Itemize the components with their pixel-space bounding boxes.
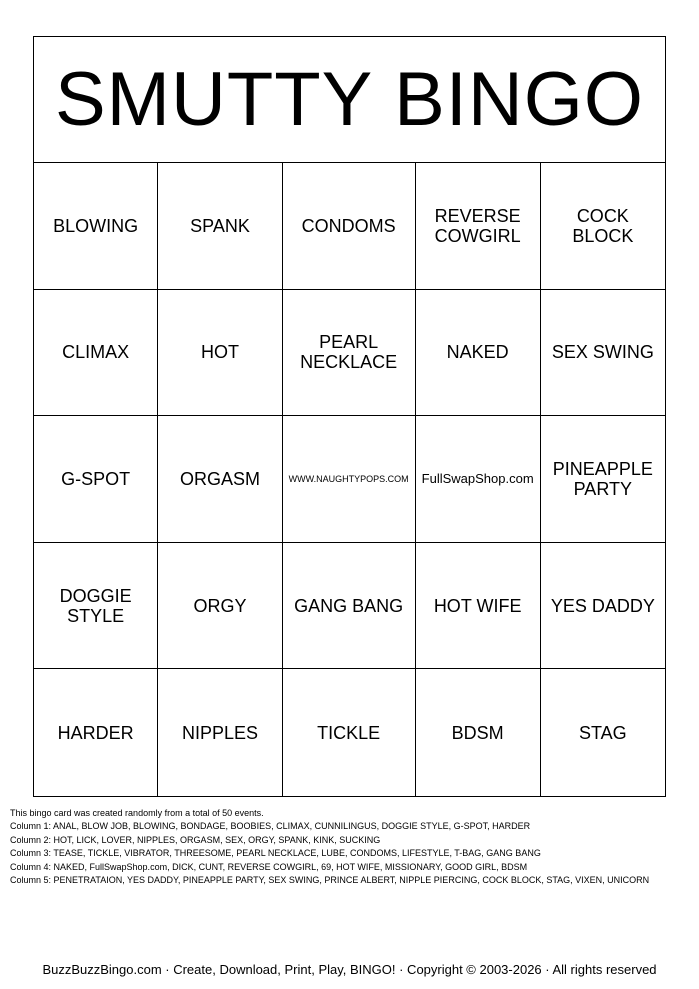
info-column-list: Column 2: HOT, LICK, LOVER, NIPPLES, ORGASM, SEX, ORGY, SPANK, KINK, SUCKING [10,834,381,845]
bingo-cell: SEX SWING [541,290,665,417]
bingo-cell: SPANK [158,163,282,290]
bingo-cell: STAG [578,722,627,743]
bingo-cell: PEARL NECKLACE [283,290,416,417]
bingo-cell: NAKED [416,290,541,417]
bingo-cell: BDSM [416,669,541,796]
bingo-cell: REVERSE COWGIRL [416,163,541,290]
bingo-cell: GANG BANG [283,543,416,670]
info-intro: This bingo card was created randomly from a total of 50 events. [10,808,264,818]
info-column-list: Column 4: NAKED, FullSwapShop.com, DICK, CUNT, REVERSE COWGIRL, 69, HOT WIFE, MISSIONARY, GOOD GIRL, BDSM [10,861,528,872]
bingo-cell: PINEAPPLE PARTY [541,416,665,543]
card-title: SMUTTY BINGO [34,37,665,163]
bingo-cell-free-space: WWW.NAUGHTYPOPS.COM [283,416,416,543]
bingo-cell: HARDER [34,669,158,796]
bingo-cell: YES DADDY [541,543,665,670]
bingo-cell: ORGY [158,543,282,670]
bingo-cell: CLIMAX [34,290,158,417]
info-column-list: Column 3: TEASE, TICKLE, VIBRATOR, THREESOME, PEARL NECKLACE, LUBE, CONDOMS, LIFESTYLE, T-BAG, GANG BANG [10,848,541,859]
bingo-cell: COCK BLOCK [541,163,665,290]
bingo-cell: TICKLE [283,669,416,796]
bingo-cell: G-SPOT [34,416,158,543]
bingo-cell: NIPPLES [158,669,282,796]
bingo-grid [34,163,665,796]
bingo-cell: DOGGIE STYLE [34,543,158,670]
bingo-cell: ORGASM [158,416,282,543]
info-column-list: Column 5: PENETRATAION, YES DADDY, PINEAPPLE PARTY, SEX SWING, PRINCE ALBERT, NIPPLE PIERCING, COCK BLOCK, STAG, VIXEN, UNICORN [10,875,650,886]
bingo-card [33,36,666,797]
bingo-cell: FullSwapShop.com [416,416,541,543]
bingo-cell: HOT WIFE [416,543,541,670]
page-footer: BuzzBuzzBingo.com · Create, Download, Print, Play, BINGO! · Copyright © 2003-2026 · All rights reserved [42,962,657,977]
card-info [10,807,649,887]
bingo-cell: CONDOMS [283,163,416,290]
info-column-list: Column 1: ANAL, BLOW JOB, BLOWING, BONDAGE, BOOBIES, CLIMAX, CUNNILINGUS, DOGGIE STYLE, G-SPOT, HARDER [10,821,531,832]
bingo-cell: BLOWING [34,163,158,290]
bingo-cell: HOT [158,290,282,417]
